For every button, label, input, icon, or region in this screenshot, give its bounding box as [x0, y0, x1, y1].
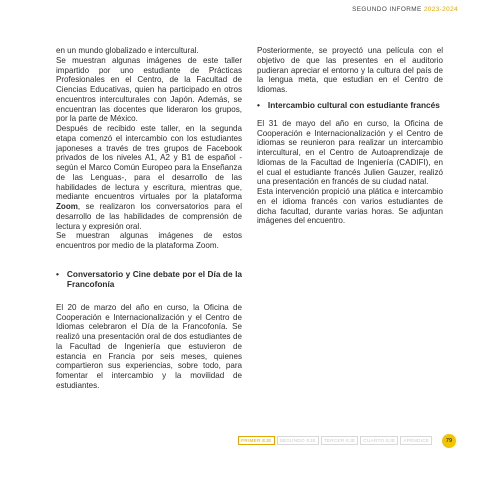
left-paragraph-2: Se muestran algunas imágenes de este taller impartido por uno estudiante de Prácticas Profesionales en el Centro, de la Facultad de Ciencias Educativas, quien ha participado en otros encuentros interculturales con Japón. Además, se encuentran las docentes que lideraron los grupos, por la parte de México. [56, 55, 242, 124]
header-year: 2023-2024 [423, 6, 458, 13]
zoom-bold: Zoom [56, 202, 78, 211]
left-paragraph-5: El 20 de marzo del año en curso, la Oficina de Cooperación e Internacionalización y el Centro de Idiomas celebraron el Día de la Francofonía. Se realizó una presentación oral de dos estudiantes de la Facultad de Ingeniería que estuvieron de estancia en Francia por seis meses, quienes compartieron sus experiencias, sobre todo, para fomentar el intercambio y la movilidad de estudiantes. [56, 302, 242, 390]
page-number: 79 [442, 434, 456, 448]
left-paragraph-1: en un mundo globalizado e intercultural. [56, 46, 199, 55]
heading-text: Conversatorio y Cine debate por el Día de la Francofonía [66, 268, 242, 289]
header-title: SEGUNDO INFORME [352, 6, 422, 13]
tab-segundo-eje[interactable]: SEGUNDO EJE [277, 436, 319, 445]
right-paragraph-3: Esta intervención propició una plática e intercambio en el idioma francés con varios estudiantes de dicha facultad, durante varias horas. Se adjuntan imágenes del encuentro. [257, 187, 443, 226]
right-paragraph-2: El 31 de mayo del año en curso, la Oficina de Cooperación e Internacionalización y el Centro de idiomas se reunieron para realizar un intercambio intercultural, en el Centro de Autoaprendizaje de Idiomas de la Facultad de Ingeniería (CADIFI), en el cual el estudiante francés Julien Gauzer, realizó una presentación en francés de su ciudad natal. [257, 118, 443, 187]
tab-tercer-eje[interactable]: TERCER EJE [321, 436, 359, 445]
section-heading-francofonia [56, 269, 242, 289]
heading-text: Intercambio cultural con estudiante francés [267, 99, 440, 110]
left-column [56, 46, 242, 391]
section-nav [238, 436, 432, 445]
tab-apendice[interactable]: APÉNDICE [400, 436, 432, 445]
left-p3-end: , se realizaron los conversatorios para el desarrollo de las habilidades de comprensión de lectura y expresión oral. [56, 202, 242, 231]
left-paragraph-4: Se muestran algunas imágenes de estos encuentros por medio de la plataforma Zoom. [56, 231, 242, 250]
tab-cuarto-eje[interactable]: CUARTO EJE [360, 436, 398, 445]
right-column [257, 46, 443, 226]
left-paragraph-3 [56, 124, 242, 231]
left-p3-start: Después de recibido este taller, en la segunda etapa comenzó el intercambio con los estudiantes japoneses a través de tres grupos de Facebook privados de los niveles A1, A2 y B1 de español -según el Marco Común Europeo para la Enseñanza de las Lenguas-, para el desarrollo de las habilidades de lectura y escritura, mientras que, mediante encuentros virtuales por la plataforma [56, 124, 242, 202]
running-header [352, 6, 458, 13]
section-heading-intercambio [257, 100, 443, 110]
bullet-icon: • [56, 268, 59, 279]
right-paragraph-1: Posteriormente, se proyectó una película con el objetivo de que las presentes en el auditorio pudieran apreciar el entorno y la cultura del país de la lengua meta, que estudian en el Centro de Idiomas. [257, 46, 443, 94]
tab-primer-eje[interactable]: PRIMER EJE [238, 436, 275, 445]
bullet-icon: • [257, 99, 260, 110]
